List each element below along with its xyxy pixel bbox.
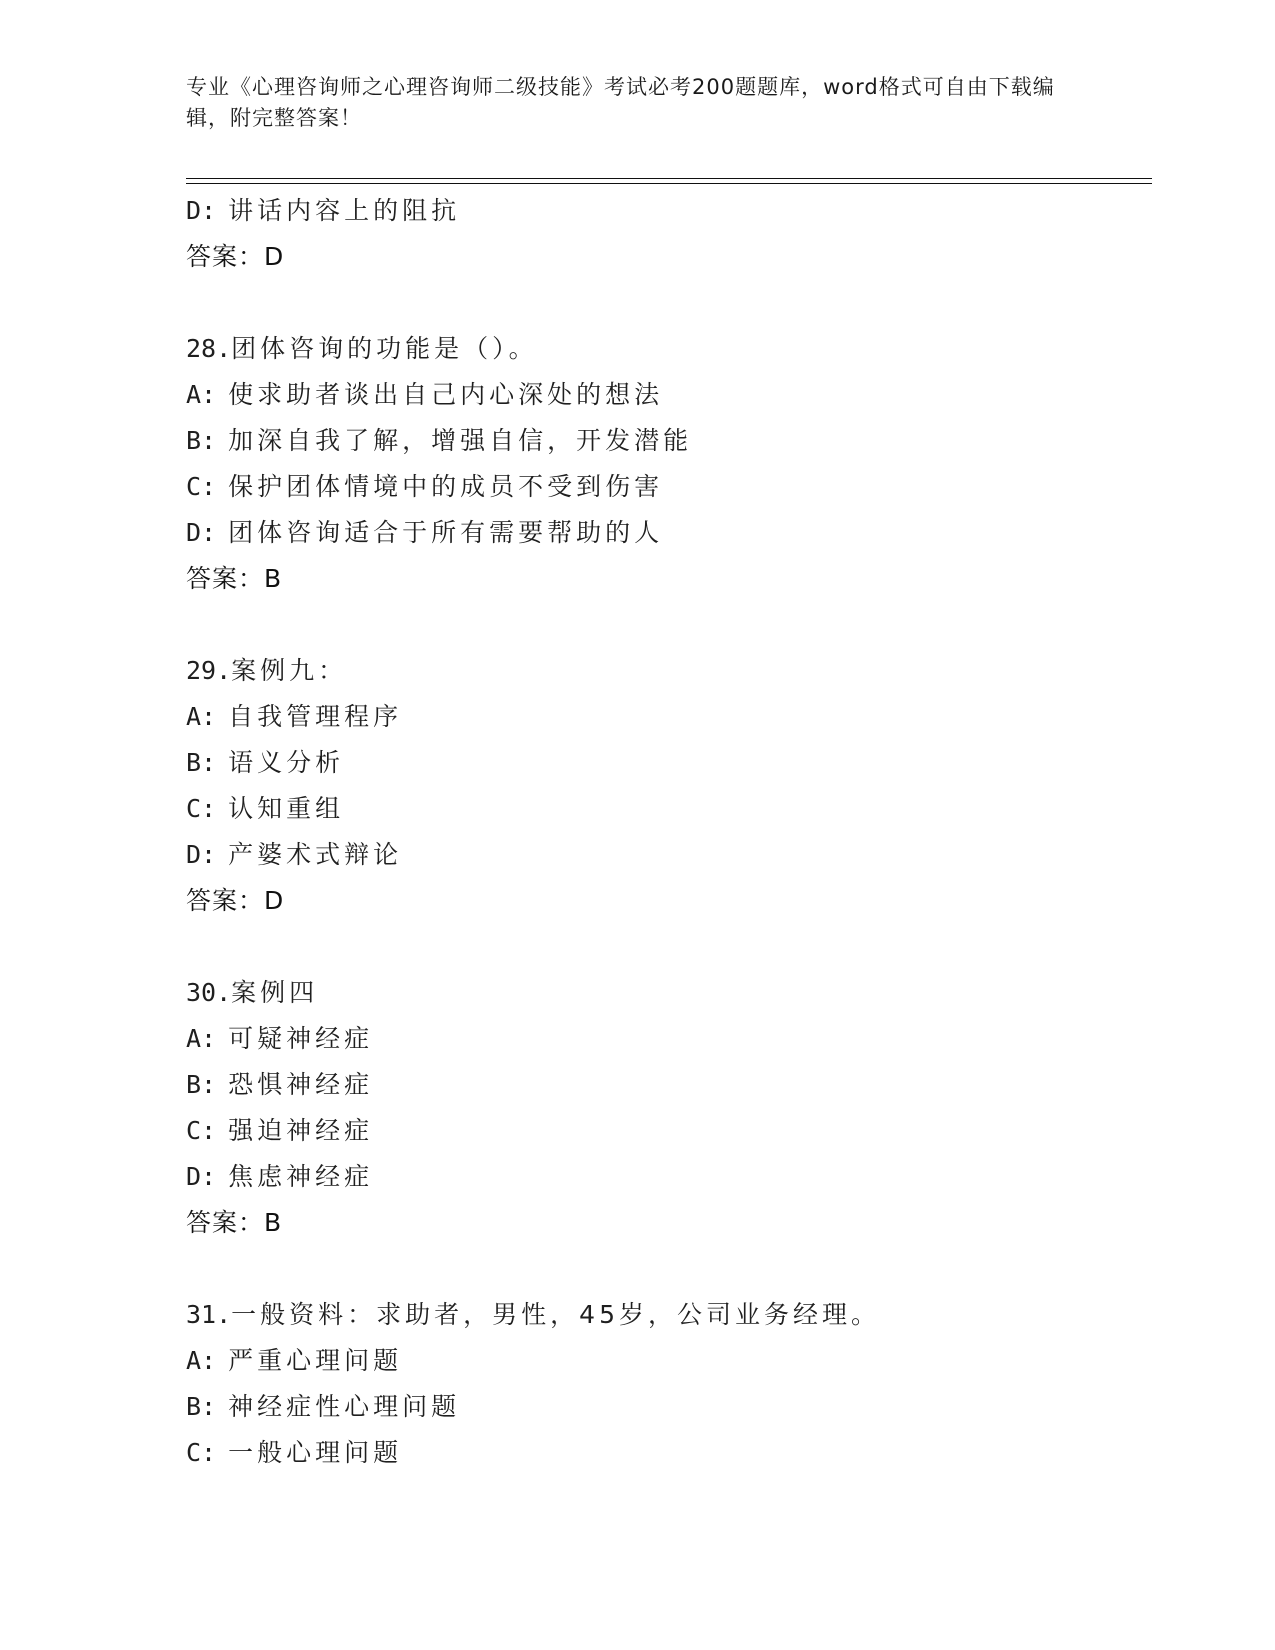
option-key: C: (186, 1116, 217, 1145)
question-list (186, 188, 1146, 1476)
question-31 (186, 1292, 1146, 1476)
option-key: B: (186, 1070, 217, 1099)
option-key: A: (186, 702, 217, 731)
option-text: 使求助者谈出自己内心深处的想法 (228, 380, 664, 409)
question-number: 31. (186, 1300, 232, 1329)
option-b (186, 1384, 1146, 1430)
header-rule-top (186, 178, 1152, 179)
answer-line: 答案：D (186, 242, 285, 271)
answer-line: 答案：B (186, 564, 283, 593)
question-text: 案例四 (231, 978, 319, 1007)
question-stem (186, 326, 1146, 372)
option-c (186, 1108, 1146, 1154)
question-29 (186, 648, 1146, 924)
option-text: 严重心理问题 (228, 1346, 403, 1375)
option-text: 保护团体情境中的成员不受到伤害 (228, 472, 664, 501)
option-c (186, 464, 1146, 510)
option-d (186, 188, 1146, 234)
question-number: 28. (186, 334, 232, 363)
option-text: 语义分析 (228, 748, 345, 777)
option-c (186, 1430, 1146, 1476)
option-b (186, 418, 1146, 464)
option-d (186, 832, 1146, 878)
option-key: C: (186, 1438, 217, 1467)
option-d (186, 510, 1146, 556)
option-key: D: (186, 518, 217, 547)
option-text: 一般心理问题 (228, 1438, 403, 1467)
option-key: C: (186, 794, 217, 823)
question-stem (186, 648, 1146, 694)
option-text: 产婆术式辩论 (228, 840, 403, 869)
option-text: 焦虑神经症 (228, 1162, 374, 1191)
option-text: 讲话内容上的阻抗 (228, 196, 461, 225)
question-text: 案例九： (231, 656, 348, 685)
option-b (186, 740, 1146, 786)
option-key: B: (186, 1392, 217, 1421)
header-rule-bottom (186, 183, 1152, 184)
question-27-continued (186, 188, 1146, 280)
question-28 (186, 326, 1146, 602)
question-spacer (186, 280, 1146, 326)
question-30 (186, 970, 1146, 1246)
question-spacer (186, 1246, 1146, 1292)
option-c (186, 786, 1146, 832)
option-text: 神经症性心理问题 (228, 1392, 461, 1421)
question-spacer (186, 924, 1146, 970)
option-text: 团体咨询适合于所有需要帮助的人 (228, 518, 664, 547)
option-a (186, 1338, 1146, 1384)
option-key: D: (186, 840, 217, 869)
question-number: 30. (186, 978, 232, 1007)
option-text: 强迫神经症 (228, 1116, 374, 1145)
option-b (186, 1062, 1146, 1108)
option-key: D: (186, 196, 217, 225)
answer-line: 答案：D (186, 886, 285, 915)
option-key: A: (186, 1346, 217, 1375)
option-a (186, 372, 1146, 418)
answer-line: 答案：B (186, 1208, 283, 1237)
question-text: 一般资料：求助者，男性，45岁，公司业务经理。 (231, 1300, 880, 1329)
question-text: 团体咨询的功能是（）。 (231, 334, 538, 363)
option-text: 可疑神经症 (228, 1024, 374, 1053)
option-key: A: (186, 380, 217, 409)
question-stem (186, 1292, 1146, 1338)
question-number: 29. (186, 656, 232, 685)
option-key: D: (186, 1162, 217, 1191)
option-key: B: (186, 748, 217, 777)
question-stem (186, 970, 1146, 1016)
option-key: A: (186, 1024, 217, 1053)
option-text: 加深自我了解，增强自信，开发潜能 (228, 426, 693, 455)
option-text: 恐惧神经症 (228, 1070, 374, 1099)
option-a (186, 1016, 1146, 1062)
option-text: 认知重组 (228, 794, 345, 823)
option-key: B: (186, 426, 217, 455)
document-header: 专业《心理咨询师之心理咨询师二级技能》考试必考200题题库，word格式可自由下载编辑，附完整答案！ (186, 75, 1055, 130)
option-text: 自我管理程序 (228, 702, 403, 731)
option-d (186, 1154, 1146, 1200)
option-key: C: (186, 472, 217, 501)
option-a (186, 694, 1146, 740)
question-spacer (186, 602, 1146, 648)
